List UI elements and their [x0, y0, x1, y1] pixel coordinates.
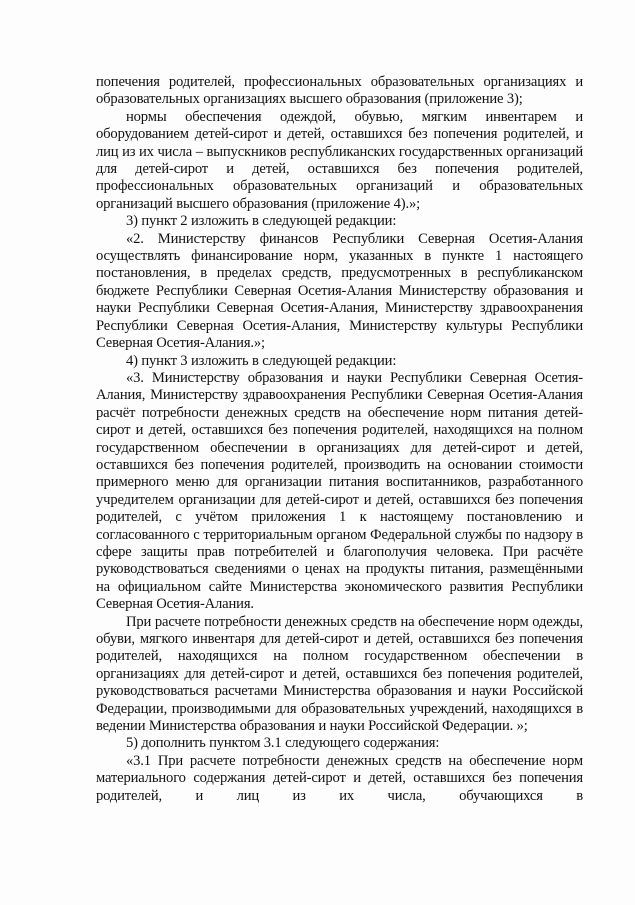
paragraph-clothing-calculation: При расчете потребности денежных средств на обеспечение норм одежды, обуви, мягкого инвентаря для детей-сирот и детей, оставшихся без попечения родителей, находящихся на полном государственном обеспечении в организациях для детей-сирот и детей, оставшихся без попечения родителей, руководствоваться расчетами Министерства образования и науки Российской Федерации, производимыми для образовательных учреждений, находящихся в ведении Министерства образования и науки Российской Федерации. »;	[96, 613, 583, 735]
paragraph-clause-3: «3. Министерству образования и науки Республики Северная Осетия-Алания, Министерству здравоохранения Республики Северная Осетия-Алания расчёт потребности денежных средств на обеспечение норм питания детей-сирот и детей, оставшихся без попечения родителей, находящихся на полном государственном обеспечении в организациях для детей-сирот и детей, оставшихся без попечения родителей, производить на основании стоимости примерного меню для организации питания воспитанников, разработанного учредителем организации для детей-сирот и детей, оставшихся без попечения родителей, с учётом приложения 1 к настоящему постановлению и согласованного с территориальным органом Федеральной службы по надзору в сфере защиты прав потребителей и благополучия человека. При расчёте руководствоваться сведениями о ценах на продукты питания, размещёнными на официальном сайте Министерства экономического развития Республики Северная Осетия-Алания.	[96, 369, 583, 613]
paragraph-item-4: 4) пункт 3 изложить в следующей редакции:	[126, 352, 397, 369]
paragraph-clause-2: «2. Министерству финансов Республики Северная Осетия-Алания осуществлять финансирование норм, указанных в пункте 1 настоящего постановления, в пределах средств, предусмотренных в республиканском бюджете Республики Северная Осетия-Алания Министерству образования и науки Республики Северная Осетия-Алания, Министерству здравоохранения Республики Северная Осетия-Алания, Министерству культуры Республики Северная Осетия-Алания.»;	[96, 230, 583, 352]
paragraph-clothing-norms: нормы обеспечения одеждой, обувью, мягким инвентарем и оборудованием детей-сирот и детей, оставшихся без попечения родителей, и лиц из их числа – выпускников республиканских государственных организаций для детей-сирот и детей, оставшихся без попечения родителей, профессиональных образовательных организаций и образовательных организаций высшего образования (приложение 4).»;	[96, 108, 583, 212]
paragraph-clause-3-1: «3.1 При расчете потребности денежных средств на обеспечение норм материального содержания детей-сирот и детей, оставшихся без попечения родителей, и лиц из их числа, обучающихся в	[96, 752, 583, 804]
paragraph-item-5: 5) дополнить пунктом 3.1 следующего содержания:	[126, 735, 440, 752]
paragraph-continuation: попечения родителей, профессиональных образовательных организациях и образовательных организациях высшего образования (приложение 3);	[96, 74, 583, 108]
document-body	[96, 74, 583, 805]
paragraph-item-3: 3) пункт 2 изложить в следующей редакции:	[126, 213, 397, 230]
